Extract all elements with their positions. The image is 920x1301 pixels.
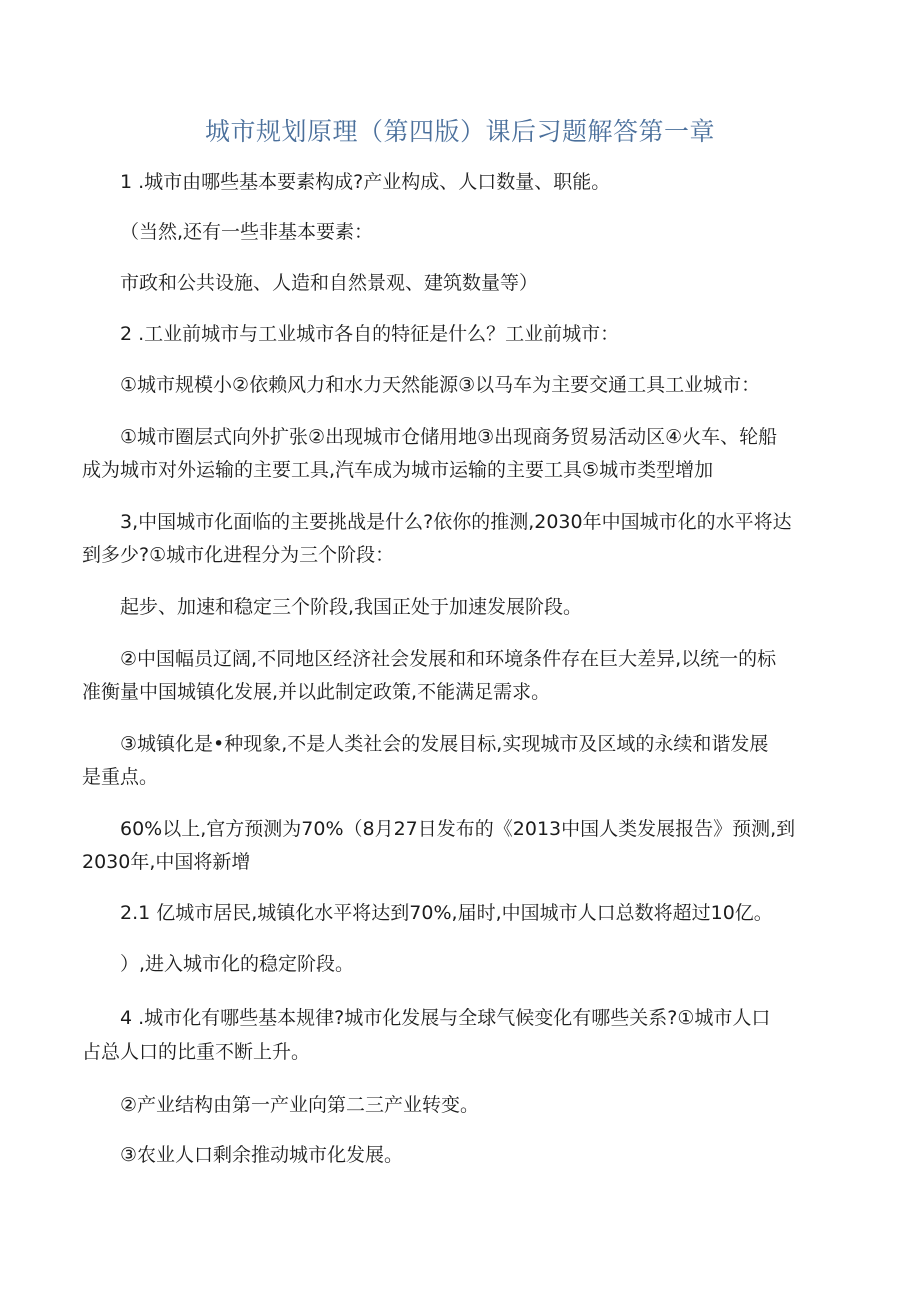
paragraph-line: 准衡量中国城镇化发展,并以此制定政策,不能满足需求。 (82, 681, 551, 703)
paragraph-line: 2.1 亿城市居民,城镇化水平将达到70%,届时,中国城市人口总数将超过10亿。 (120, 902, 773, 924)
paragraph-line: ①城市规模小②依赖风力和水力天然能源③以马车为主要交通工具工业城市： (120, 374, 761, 396)
paragraph-line: ②中国幅员辽阔,不同地区经济社会发展和和环境条件存在巨大差异,以统一的标 (120, 648, 777, 670)
paragraph-line: 占总人口的比重不断上升。 (82, 1041, 311, 1063)
paragraph-line: 2 .工业前城市与工业城市各自的特征是什么？工业前城市： (120, 323, 620, 345)
paragraph-line: 60%以上,官方预测为70%（8月27日发布的《2013中国人类发展报告》预测,到 (120, 818, 796, 840)
paragraph-line: 2030年,中国将新增 (82, 851, 251, 873)
paragraph-line: 起步、加速和稳定三个阶段,我国正处于加速发展阶段。 (120, 596, 583, 618)
paragraph-line: 3,中国城市化面临的主要挑战是什么?依你的推测,2030年中国城市化的水平将达 (120, 511, 792, 533)
paragraph-line: ）,进入城市化的稳定阶段。 (120, 953, 355, 975)
paragraph-line: ③城镇化是•种现象,不是人类社会的发展目标,实现城市及区域的永续和谐发展 (120, 733, 769, 755)
paragraph-line: 到多少?①城市化进程分为三个阶段： (82, 544, 395, 566)
paragraph-line: ③农业人口剩余推动城市化发展。 (120, 1144, 404, 1166)
document-title: 城市规划原理（第四版）课后习题解答第一章 (204, 117, 715, 146)
paragraph-line: 4 .城市化有哪些基本规律?城市化发展与全球气候变化有哪些关系?①城市人口 (120, 1007, 771, 1029)
paragraph-line: 1 .城市由哪些基本要素构成?产业构成、人口数量、职能。 (120, 171, 611, 193)
paragraph-line: 成为城市对外运输的主要工具,汽车成为城市运输的主要工具⑤城市类型增加 (82, 459, 714, 481)
paragraph-line: ②产业结构由第一产业向第二三产业转变。 (120, 1094, 480, 1116)
paragraph-line: 是重点。 (82, 766, 159, 788)
paragraph-line: ①城市圈层式向外扩张②出现城市仓储用地③出现商务贸易活动区④火车、轮船 (120, 426, 778, 448)
paragraph-line: （当然,还有一些非基本要素： (120, 221, 374, 243)
paragraph-line: 市政和公共设施、人造和自然景观、建筑数量等） (120, 272, 539, 294)
